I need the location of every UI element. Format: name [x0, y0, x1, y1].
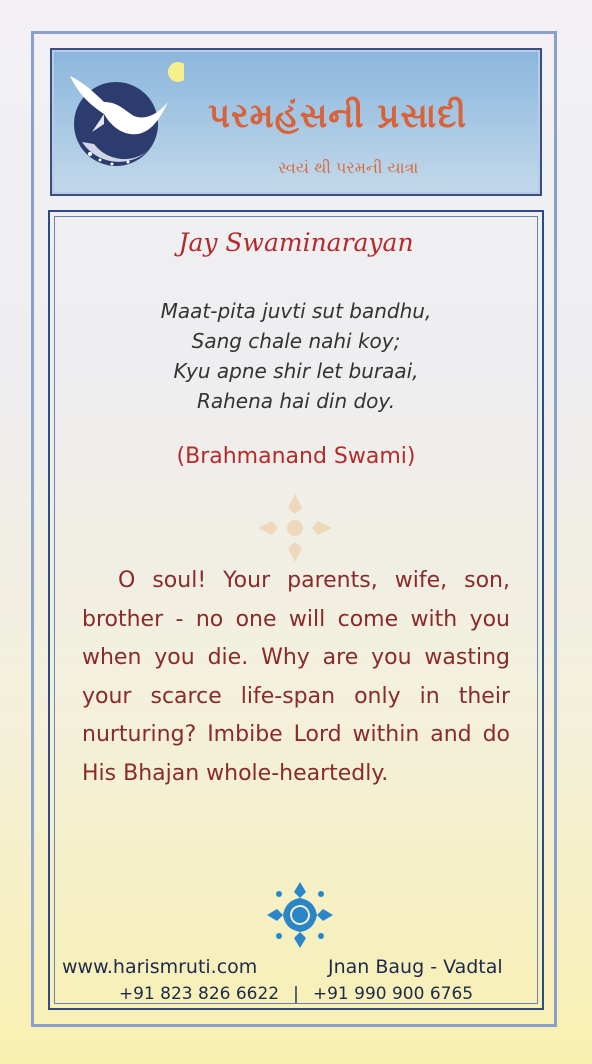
phone-2[interactable]: +91 990 900 6765: [312, 984, 474, 1004]
verse-line: Kyu apne shir let buraai,: [173, 359, 419, 383]
app-subtitle: સ્વયં થી પરમની યાત્રા: [278, 158, 419, 177]
app-title: પરમહંસની પ્રસાદી: [208, 96, 467, 136]
verse-meaning: O soul! Your parents, wife, son, brother - no one will come with you when you die. Why are you wasting your scarce life-span only in their nurturing? Imbibe Lord within and do His Bhajan whole-heartedly.: [82, 568, 510, 786]
phone-numbers: [60, 984, 532, 1004]
watermark-emblem-icon: [250, 488, 340, 568]
verse-line: Sang chale nahi koy;: [191, 329, 401, 353]
swastika-emblem-icon: [263, 878, 337, 952]
greeting-heading: Jay Swaminarayan: [178, 228, 414, 257]
phone-separator: |: [293, 984, 299, 1004]
verse-block: [60, 296, 532, 416]
verse-author: (Brahmanand Swami): [176, 444, 416, 469]
dove-moon-logo-icon: [64, 62, 184, 182]
location-text: Jnan Baug - Vadtal: [328, 956, 503, 978]
phone-1[interactable]: +91 823 826 6622: [118, 984, 280, 1004]
website-link[interactable]: www.harismruti.com: [62, 956, 258, 978]
verse-line: Rahena hai din doy.: [196, 389, 396, 413]
verse-line: Maat-pita juvti sut bandhu,: [160, 299, 432, 323]
